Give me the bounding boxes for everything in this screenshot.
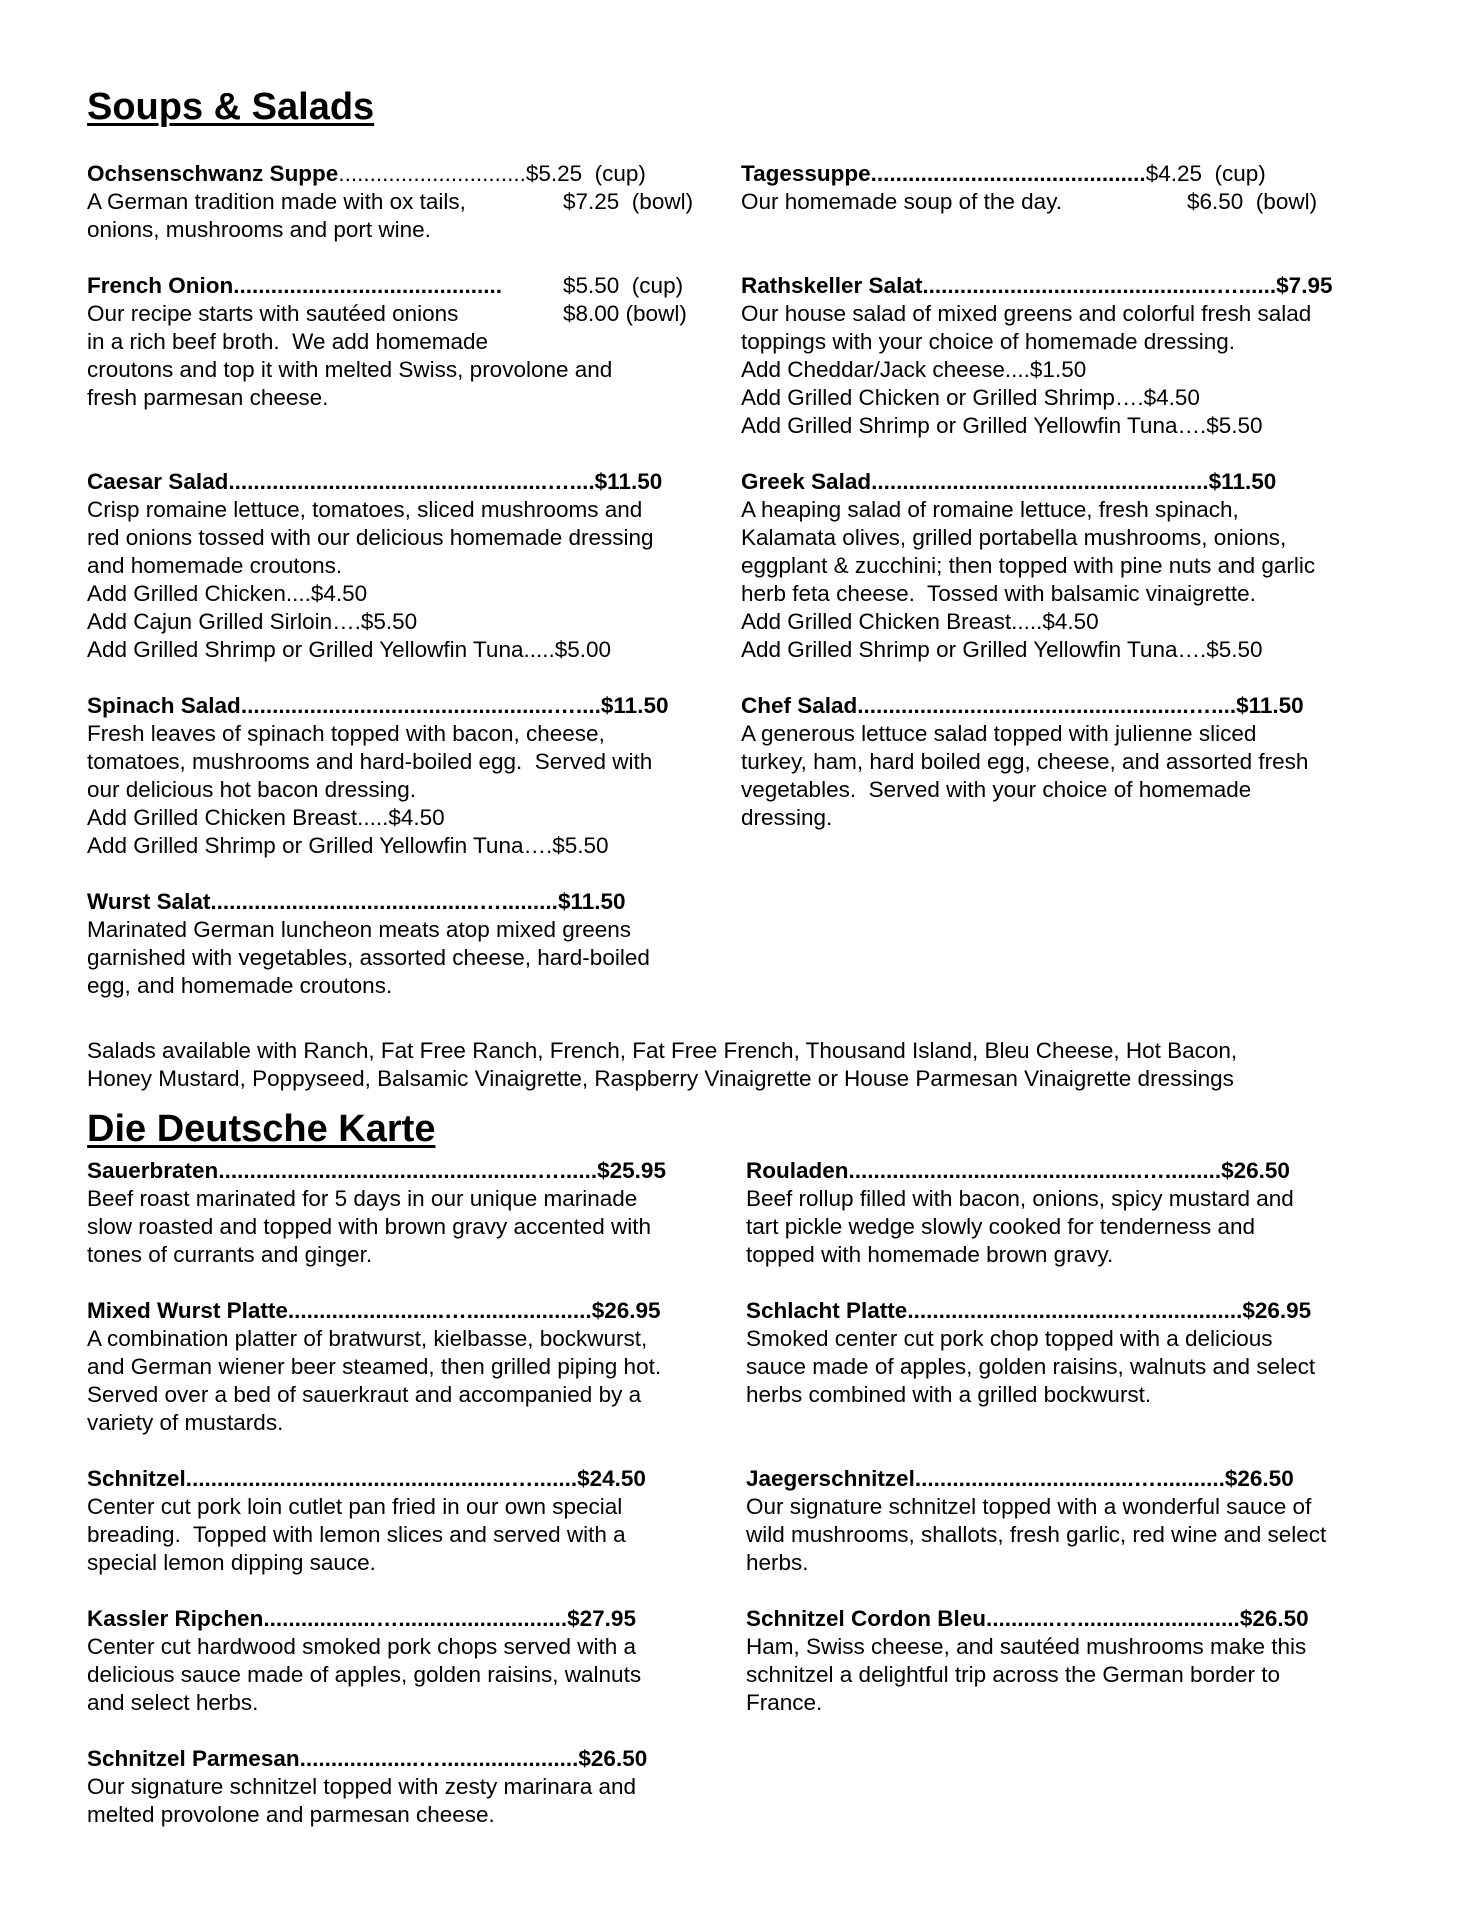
item-description: A combination platter of bratwurst, kielbasse, bockwurst, and German wiener beer steamed, then grilled piping hot. Served over a bed of sauerkraut and accompanied by a variety of mustards. [87,1326,662,1435]
item-name: Schlacht Platte [746,1298,908,1323]
price-cup: $4.25 (cup) [1145,161,1266,186]
dot-leader: .....................................................….... [857,693,1237,718]
menu-item-kassler-ripchen [87,1605,727,1717]
item-price: $11.50 [600,693,669,718]
menu-item-schnitzel-parmesan [87,1745,727,1829]
item-description: Smoked center cut pork chop topped with a delicious sauce made of apples, golden raisins, walnuts and select herbs combined with a grilled bockwurst. [746,1326,1316,1407]
item-description: Our signature schnitzel topped with zesty marinara and melted provolone and parmesan cheese. [87,1774,637,1827]
menu-item-caesar-salad [87,468,727,664]
item-description: Center cut pork loin cutlet pan fried in our own special breading. Topped with lemon slices and served with a special lemon dipping sauce. [87,1494,626,1575]
item-price: $26.50 [578,1746,648,1771]
item-description: croutons and top it with melted Swiss, provolone and [87,357,613,382]
item-price: $25.95 [597,1158,666,1183]
item-name: Schnitzel [87,1466,186,1491]
dot-leader: ...................................…............... [907,1298,1243,1323]
item-price: $26.95 [1242,1298,1312,1323]
dot-leader: ...................…...................... [299,1746,579,1771]
item-description: Our house salad of mixed greens and colorful fresh salad toppings with your choice of homemade dressing. Add Cheddar/Jack cheese....$1.50 Add Grilled Chicken or Grilled Shrimp….$4.50 Add Grilled Shrimp or Grilled Yellowfin Tuna….$5.50 [741,301,1312,438]
item-description: Our homemade soup of the day. [741,189,1063,214]
item-price: $11.50 [1236,693,1304,718]
dot-leader: ...............................................…......... [848,1158,1222,1183]
item-description: onions, mushrooms and port wine. [87,217,431,242]
menu-item-schnitzel [87,1465,727,1577]
item-description: Beef rollup filled with bacon, onions, spicy mustard and tart pickle wedge slowly cooked for tenderness and topped with homemade brown gravy. [746,1186,1294,1267]
item-price: $11.50 [594,469,663,494]
item-description: in a rich beef broth. We add homemade [87,329,489,354]
price-bowl: $6.50 (bowl) [1187,189,1318,214]
menu-item-schnitzel-cordon-bleu [746,1605,1386,1717]
dot-leader: .........................….................... [287,1298,592,1323]
dressings-note: Salads available with Ranch, Fat Free Ranch, French, Fat Free French, Thousand Island, Bleu Cheese, Hot Bacon, Honey Mustard, Poppyseed, Balsamic Vinaigrette, Raspberry Vinaigrette or House Parmesan Vinaigrette dressings [87,1038,1238,1091]
menu-item-ochsenschwanz-suppe [87,160,707,244]
item-name: Caesar Salad [87,469,229,494]
item-description: Marinated German luncheon meats atop mixed greens garnished with vegetables, assorted cheese, hard-boiled egg, and homemade croutons. [87,917,650,998]
item-price: $11.50 [557,889,626,914]
menu-item-wurst-salat [87,888,727,1000]
item-price: $24.50 [577,1466,646,1491]
dot-leader: ...............................................…...... [922,273,1277,298]
menu-item-spinach-salad [87,692,727,860]
item-description: fresh parmesan cheese. [87,385,329,410]
item-name: Mixed Wurst Platte [87,1298,288,1323]
dot-leader: ..................................................….... [240,693,601,718]
item-description: Beef roast marinated for 5 days in our unique marinade slow roasted and topped with brown gravy accented with tones of currants and ginger. [87,1186,652,1267]
menu-item-rouladen [746,1157,1386,1269]
dot-leader: ...................................................... [871,469,1209,494]
menu-item-mixed-wurst-platte [87,1297,737,1437]
price-bowl: $8.00 (bowl) [563,301,687,326]
dot-leader: ..................…........................... [263,1606,568,1631]
item-name: Sauerbraten [87,1158,219,1183]
menu-item-chef-salad [741,692,1381,832]
item-description: Our signature schnitzel topped with a wonderful sauce of wild mushrooms, shallots, fresh garlic, red wine and select herbs. [746,1494,1327,1575]
menu-item-tagessuppe [741,160,1361,216]
item-name: Jaegerschnitzel [746,1466,915,1491]
item-price: $11.50 [1208,469,1277,494]
item-price: $26.50 [1239,1606,1309,1631]
item-description: A generous lettuce salad topped with julienne sliced turkey, ham, hard boiled egg, cheese, and assorted fresh vegetables. Served with your choice of homemade dressing. [741,721,1309,830]
price-cup: $5.50 (cup) [563,273,684,298]
dot-leader: ...................................…........... [914,1466,1225,1491]
item-description: Our recipe starts with sautéed onions [87,301,459,326]
item-name: Schnitzel Parmesan [87,1746,300,1771]
item-name: Rathskeller Salat [741,273,923,298]
dot-leader: ....................................................…....... [185,1466,578,1491]
item-description: A heaping salad of romaine lettuce, fresh spinach, Kalamata olives, grilled portabella mushrooms, onions, eggplant & zucchini; then topped with pine nuts and garlic herb feta cheese. Tossed with balsamic vinaigrette. Add Grilled Chicken Breast.....$4.50 Add Grilled Shrimp or Grilled Yellowfin Tuna….$5.50 [741,497,1316,662]
item-name: Kassler Ripchen [87,1606,264,1631]
item-price: $7.95 [1276,273,1333,298]
section-title-soups-salads: Soups & Salads [87,86,375,128]
item-description: Center cut hardwood smoked pork chops served with a delicious sauce made of apples, golden raisins, walnuts and select herbs. [87,1634,642,1715]
dot-leader: .............................. [338,161,526,186]
menu-item-greek-salad [741,468,1381,664]
item-name: Ochsenschwanz Suppe [87,161,339,186]
menu-item-schlacht-platte [746,1297,1386,1409]
item-price: $26.50 [1224,1466,1294,1491]
item-price: $26.95 [591,1298,661,1323]
item-name: Spinach Salad [87,693,241,718]
dot-leader: ...................................................…...... [218,1158,598,1183]
item-description: Fresh leaves of spinach topped with bacon, cheese, tomatoes, mushrooms and hard-boiled egg. Served with our delicious hot bacon dressing. Add Grilled Chicken Breast.....$4.50 Add Grilled Shrimp or Grilled Yellowfin Tuna….$5.50 [87,721,653,858]
item-description: A German tradition made with ox tails, [87,189,466,214]
item-name: Chef Salad [741,693,858,718]
menu-item-rathskeller-salat [741,272,1381,440]
menu-item-jaegerschnitzel [746,1465,1406,1577]
item-name: Tagessuppe [741,161,871,186]
item-description: Crisp romaine lettuce, tomatoes, sliced mushrooms and red onions tossed with our delicious homemade dressing and homemade croutons. Add Grilled Chicken....$4.50 Add Cajun Grilled Sirloin….$5.50 Add Grilled Shrimp or Grilled Yellowfin Tuna.....$5.00 [87,497,654,662]
menu-item-sauerbraten [87,1157,727,1269]
dot-leader: ...........................................…......... [210,889,558,914]
section-title-deutsche-karte: Die Deutsche Karte [87,1108,436,1150]
item-name: Rouladen [746,1158,849,1183]
dot-leader: ........................................... [233,273,503,298]
price-cup: $5.25 (cup) [525,161,646,186]
item-name: Greek Salad [741,469,872,494]
dot-leader: ...........….......................... [986,1606,1240,1631]
item-description: Ham, Swiss cheese, and sautéed mushrooms make this schnitzel a delightful trip across the German border to France. [746,1634,1307,1715]
dot-leader: ...................................................….... [228,469,595,494]
menu-item-french-onion [87,272,707,412]
item-name: French Onion [87,273,234,298]
price-bowl: $7.25 (bowl) [563,189,694,214]
item-price: $27.95 [567,1606,636,1631]
item-name: Schnitzel Cordon Bleu [746,1606,987,1631]
dot-leader: ............................................ [870,161,1146,186]
item-name: Wurst Salat [87,889,211,914]
item-price: $26.50 [1221,1158,1290,1183]
